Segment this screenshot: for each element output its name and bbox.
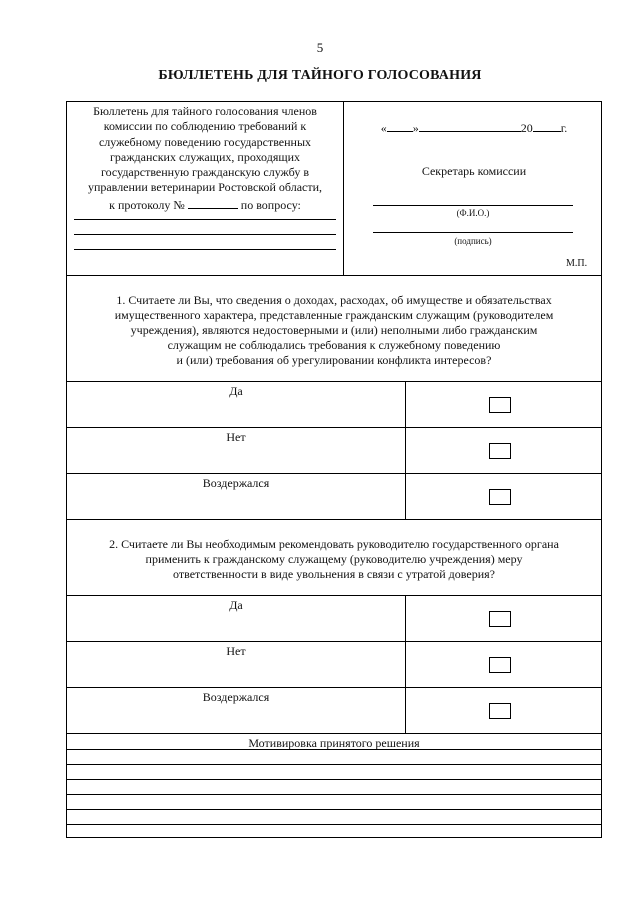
question-field-line-3[interactable] — [74, 249, 336, 250]
motivation-line[interactable] — [66, 764, 602, 765]
year-suffix: г. — [560, 121, 568, 135]
page-number: 5 — [316, 40, 324, 55]
header-divider — [343, 101, 344, 275]
row-line — [66, 641, 602, 642]
header-bottom-line — [66, 275, 602, 276]
signature-caption: (подпись) — [454, 236, 492, 246]
checkbox-no-1[interactable] — [489, 443, 511, 459]
checkbox-abstain-1[interactable] — [489, 489, 511, 505]
question-field-line-1[interactable] — [74, 219, 336, 220]
description-line: Бюллетень для тайного голосования членов — [93, 104, 317, 118]
question-line: и (или) требования об урегулировании конфликта интересов? — [176, 353, 492, 367]
year-field[interactable] — [533, 119, 561, 132]
question-1 — [74, 293, 594, 368]
row-line — [66, 733, 602, 734]
motivation-line[interactable] — [66, 824, 602, 825]
signature-field[interactable] — [373, 232, 573, 233]
question-line: служащим не соблюдались требования к служебному поведению — [167, 338, 501, 352]
row-line — [66, 473, 602, 474]
fio-field[interactable] — [373, 205, 573, 206]
description-line: комиссии по соблюдению требований к — [103, 119, 307, 134]
question-line: учреждения), являются недостоверными и (или) неполными либо гражданским — [130, 323, 538, 337]
protocol-suffix: по вопросу: — [240, 197, 301, 212]
answer-no-1: Нет — [226, 430, 246, 444]
answer-yes-1: Да — [229, 384, 243, 398]
checkbox-yes-1[interactable] — [489, 397, 511, 413]
date-close-quote: » — [412, 121, 419, 135]
motivation-line[interactable] — [66, 749, 602, 750]
question-line: применить к гражданскому служащему (руководителю учреждения) меру — [145, 552, 523, 566]
answer-divider — [405, 381, 406, 519]
protocol-prefix: к протоколу № — [109, 197, 185, 212]
question-line: ответственности в виде увольнения в связи с утратой доверия? — [173, 567, 495, 581]
ballot-title: БЮЛЛЕТЕНЬ ДЛЯ ТАЙНОГО ГОЛОСОВАНИЯ — [158, 68, 482, 83]
checkbox-no-2[interactable] — [489, 657, 511, 673]
checkbox-yes-2[interactable] — [489, 611, 511, 627]
protocol-line — [70, 196, 340, 213]
row-line — [66, 687, 602, 688]
question-line: 2. Считаете ли Вы необходимым рекомендовать руководителю государственного органа — [109, 537, 559, 551]
description-line: служебному поведению государственных — [98, 134, 312, 149]
row-line — [66, 427, 602, 428]
motivation-label: Мотивировка принятого решения — [248, 736, 420, 750]
stamp-label: М.П. — [566, 258, 588, 269]
description-line: управлении ветеринарии Ростовской области, — [87, 180, 323, 195]
question-line: имущественного характера, представленные гражданским служащим (руководителем — [114, 308, 554, 322]
answer-abstain-2: Воздержался — [202, 690, 270, 704]
row-line — [66, 595, 602, 596]
protocol-number-field[interactable] — [188, 196, 238, 209]
answer-divider — [405, 595, 406, 733]
answer-abstain-1: Воздержался — [202, 476, 270, 490]
question-field-line-2[interactable] — [74, 234, 336, 235]
description-line: государственную гражданскую службу в — [100, 165, 309, 180]
row-line — [66, 519, 602, 520]
checkbox-abstain-2[interactable] — [489, 703, 511, 719]
date-field — [346, 119, 602, 136]
ballot-description — [70, 104, 340, 213]
year-prefix: 20 — [520, 121, 533, 135]
question-line: 1. Считаете ли Вы, что сведения о доходах, расходах, об имуществе и обязательствах — [116, 293, 552, 307]
motivation-line[interactable] — [66, 794, 602, 795]
month-field[interactable] — [419, 119, 521, 132]
answer-no-2: Нет — [226, 644, 246, 658]
secretary-label: Секретарь комиссии — [421, 164, 527, 178]
day-field[interactable] — [387, 119, 413, 132]
date-open-quote: « — [380, 121, 387, 135]
description-line: гражданских служащих, проходящих — [109, 149, 300, 164]
question-2 — [74, 537, 594, 582]
motivation-line[interactable] — [66, 779, 602, 780]
answer-yes-2: Да — [229, 598, 243, 612]
row-line — [66, 381, 602, 382]
fio-caption: (Ф.И.О.) — [456, 208, 490, 218]
motivation-line[interactable] — [66, 809, 602, 810]
